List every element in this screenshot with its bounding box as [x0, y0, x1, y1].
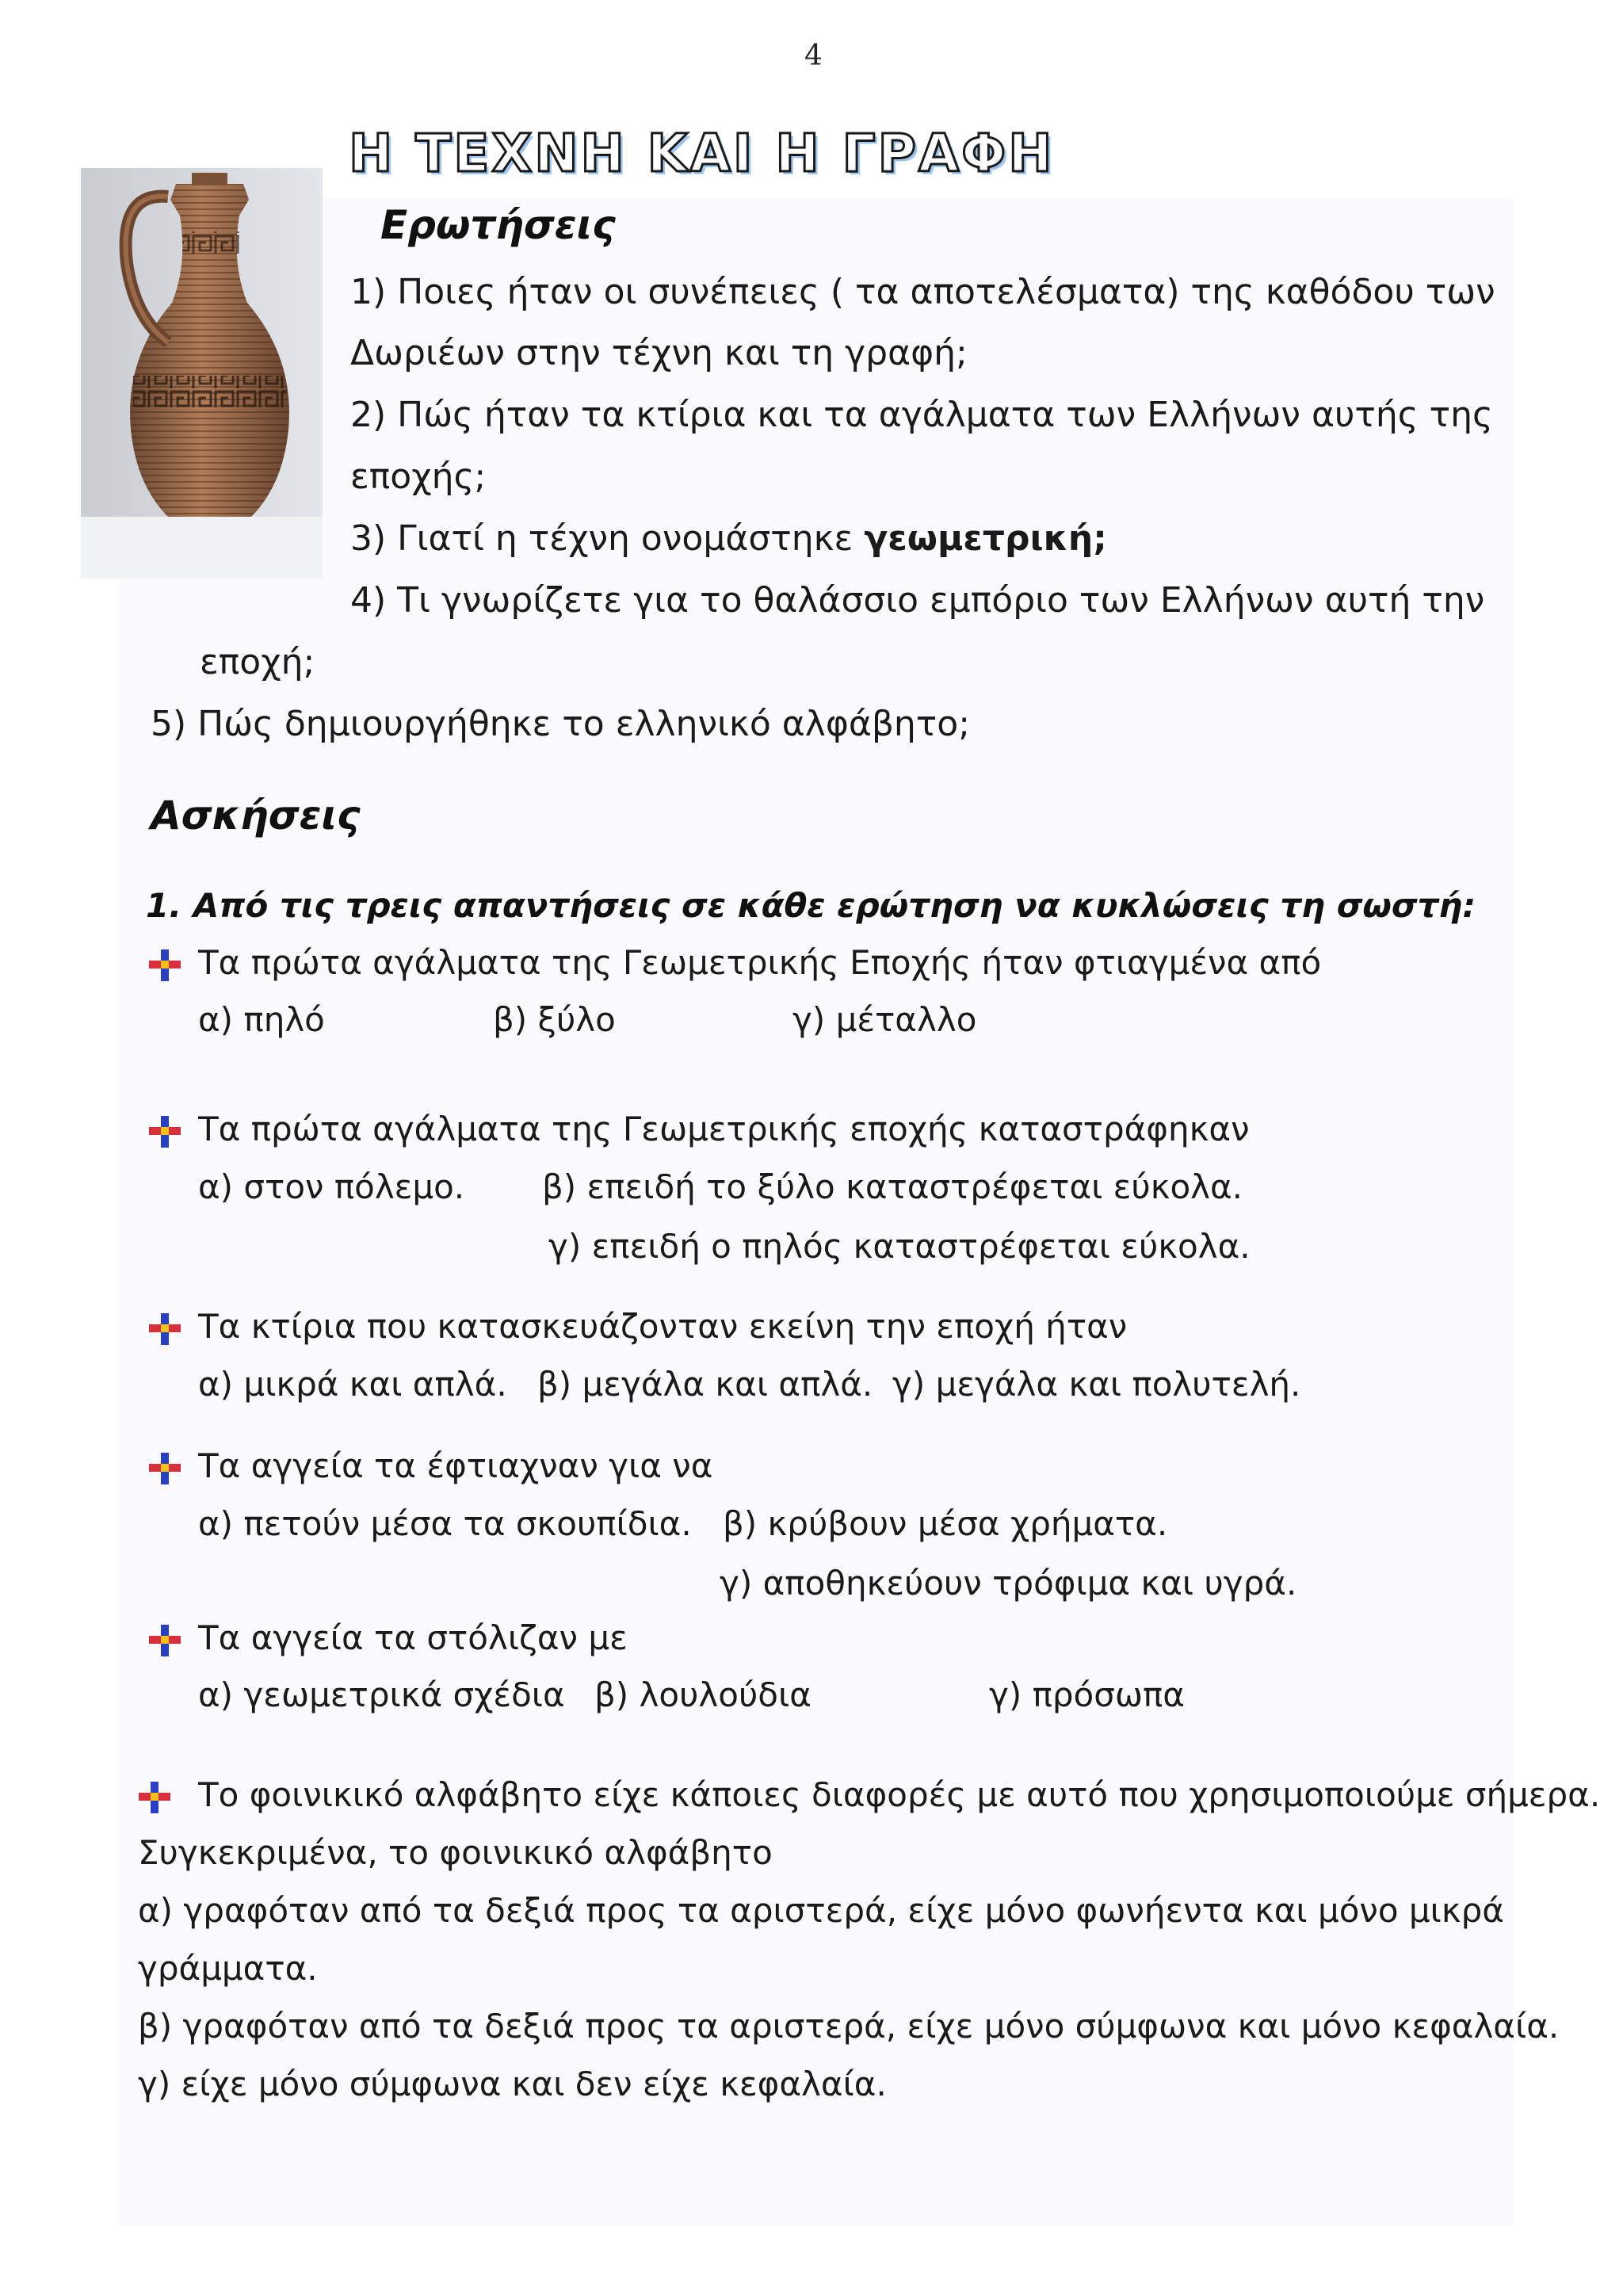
question-4-line-1: 4) Τι γνωρίζετε για το θαλάσσιο εμπόριο των Ελλήνων αυτή την	[350, 580, 1485, 621]
item-6-option-c: γ) είχε μόνο σύμφωνα και δεν είχε κεφαλαία.	[138, 2065, 887, 2103]
bullet-icon	[149, 1116, 181, 1148]
bullet-icon	[149, 949, 181, 981]
item-2-stem: Τα πρώτα αγάλματα της Γεωμετρικής εποχής καταστράφηκαν	[198, 1110, 1250, 1148]
item-6-stem-2: Συγκεκριμένα, το φοινικικό αλφάβητο	[138, 1833, 773, 1872]
item-5-option-a: α) γεωμετρικά σχέδια	[198, 1675, 565, 1714]
question-2-line-2: εποχής;	[350, 457, 487, 497]
item-2-option-a: α) στον πόλεμο.	[198, 1167, 465, 1206]
question-4-line-2: εποχή;	[200, 642, 315, 682]
question-1-line-1: 1) Ποιες ήταν οι συνέπειες ( τα αποτελέσματα) της καθόδου των	[350, 272, 1495, 312]
exercise-1-title: 1. Από τις τρεις απαντήσεις σε κάθε ερώτηση να κυκλώσεις τη σωστή:	[146, 886, 1476, 925]
bullet-icon	[149, 1453, 181, 1484]
item-4-option-a: α) πετούν μέσα τα σκουπίδια.	[198, 1504, 692, 1543]
question-1-line-2: Δωριέων στην τέχνη και τη γραφή;	[350, 333, 968, 373]
item-4-stem: Τα αγγεία τα έφτιαχναν για να	[198, 1446, 713, 1485]
item-3-option-a: α) μικρά και απλά.	[198, 1365, 507, 1404]
question-2-line-1: 2) Πώς ήταν τα κτίρια και τα αγάλματα των Ελλήνων αυτής της	[350, 395, 1493, 435]
item-1-stem: Τα πρώτα αγάλματα της Γεωμετρικής Εποχής ήταν φτιαγμένα από	[198, 943, 1322, 982]
questions-heading: Ερωτήσεις	[380, 202, 616, 248]
question-3	[350, 518, 1107, 559]
bullet-icon	[139, 1782, 170, 1813]
question-5: 5) Πώς δημιουργήθηκε το ελληνικό αλφάβητο;	[151, 704, 971, 744]
item-4-option-c: γ) αποθηκεύουν τρόφιμα και υγρά.	[720, 1564, 1297, 1603]
item-5-option-c: γ) πρόσωπα	[989, 1675, 1185, 1714]
item-5-stem: Τα αγγεία τα στόλιζαν με	[198, 1618, 628, 1657]
item-2-option-b: β) επειδή το ξύλο καταστρέφεται εύκολα.	[542, 1167, 1243, 1206]
question-3-text: 3) Γιατί η τέχνη ονομάστηκε	[350, 518, 865, 559]
page-number: 4	[804, 40, 823, 72]
item-3-option-c: γ) μεγάλα και πολυτελή.	[892, 1365, 1301, 1404]
item-2-option-c: γ) επειδή ο πηλός καταστρέφεται εύκολα.	[548, 1227, 1251, 1266]
item-3-stem: Τα κτίρια που κατασκευάζονταν εκείνη την εποχή ήταν	[198, 1307, 1128, 1346]
geometric-amphora-vase	[81, 168, 323, 579]
question-3-bold: γεωμετρική;	[864, 518, 1107, 559]
item-3-option-b: β) μεγάλα και απλά.	[537, 1365, 873, 1404]
item-1-option-a: α) πηλό	[198, 1000, 325, 1039]
exercises-heading: Ασκήσεις	[151, 793, 361, 839]
item-6-option-b: β) γραφόταν από τα δεξιά προς τα αριστερά, είχε μόνο σύμφωνα και μόνο κεφαλαία.	[138, 2007, 1560, 2046]
item-6-option-a: α) γραφόταν από τα δεξιά προς τα αριστερά, είχε μόνο φωνήεντα και μόνο μικρά	[138, 1891, 1504, 1930]
item-5-option-b: β) λουλούδια	[594, 1675, 812, 1714]
bullet-icon	[149, 1313, 181, 1345]
item-6-stem: Το φοινικικό αλφάβητο είχε κάποιες διαφορές με αυτό που χρησιμοποιούμε σήμερα.	[198, 1775, 1601, 1814]
item-4-option-b: β) κρύβουν μέσα χρήματα.	[723, 1504, 1168, 1543]
bullet-icon	[149, 1625, 181, 1656]
item-6-option-a-continued: γράμματα.	[138, 1949, 318, 1988]
item-1-option-b: β) ξύλο	[493, 1000, 616, 1039]
page-title: Η ΤΕΧΝΗ ΚΑΙ Η ΓΡΑΦΗ	[349, 123, 1055, 184]
item-1-option-c: γ) μέταλλο	[792, 1000, 977, 1039]
